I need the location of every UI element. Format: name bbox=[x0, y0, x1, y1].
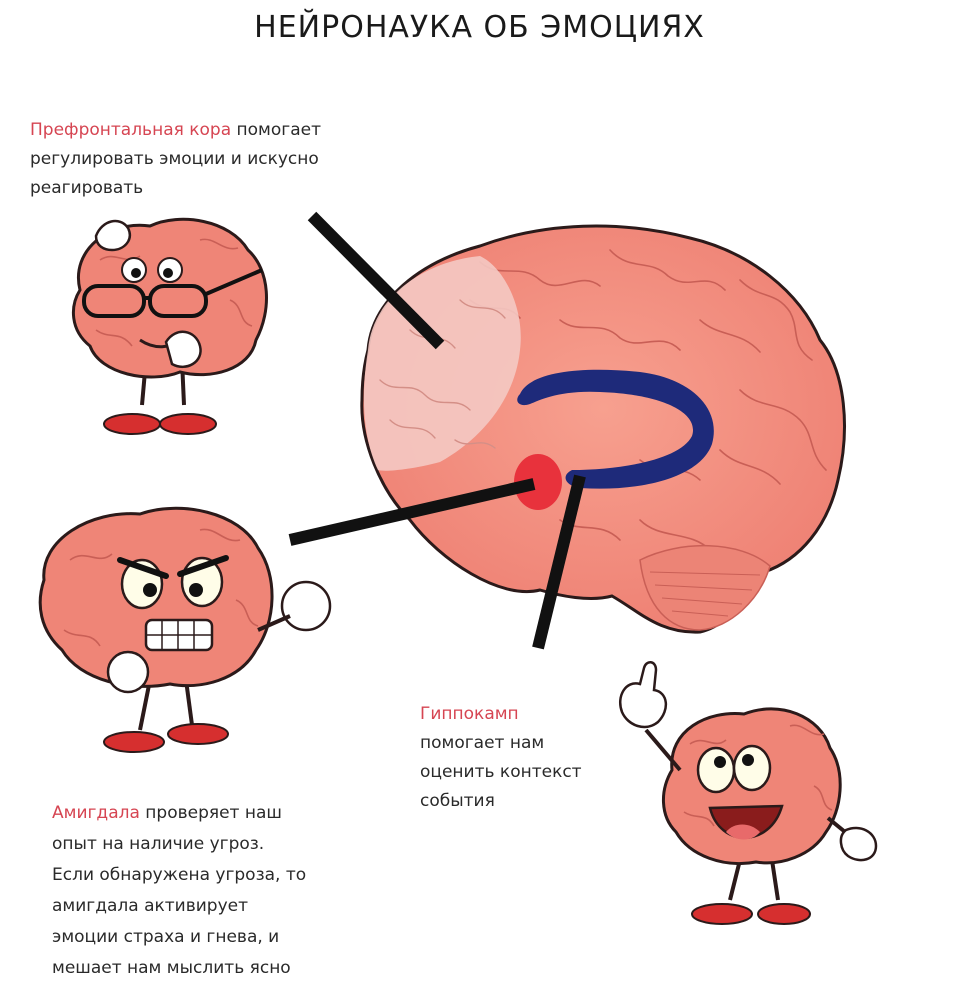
prefrontal-term: Префронтальная кора bbox=[30, 120, 232, 140]
amygdala-line6: мешает нам мыслить ясно bbox=[52, 958, 291, 978]
brain-character-thinking bbox=[73, 219, 266, 434]
sagittal-brain bbox=[362, 226, 845, 632]
amygdala-line1: проверяет наш bbox=[139, 803, 282, 823]
amygdala-line4: амигдала активирует bbox=[52, 896, 248, 916]
hippocampus-line2: оценить контекст bbox=[420, 762, 582, 782]
hippocampus-term: Гиппокамп bbox=[420, 704, 519, 724]
brain-character-happy bbox=[620, 662, 876, 924]
amygdala-line5: эмоции страха и гнева, и bbox=[52, 927, 280, 947]
amygdala-term: Амигдала bbox=[52, 803, 140, 823]
prefrontal-line3: реагировать bbox=[30, 178, 144, 198]
page-title: НЕЙРОНАУКА ОБ ЭМОЦИЯХ bbox=[254, 10, 705, 45]
amygdala-line2: опыт на наличие угроз. bbox=[52, 834, 265, 854]
brain-character-angry bbox=[40, 508, 330, 752]
hippocampus-line1: помогает нам bbox=[420, 733, 545, 753]
amygdala-line3: Если обнаружена угроза, то bbox=[52, 865, 307, 885]
prefrontal-line2: регулировать эмоции и искусно bbox=[30, 149, 319, 169]
prefrontal-line1: помогает bbox=[231, 120, 321, 140]
hippocampus-line3: события bbox=[420, 791, 495, 811]
